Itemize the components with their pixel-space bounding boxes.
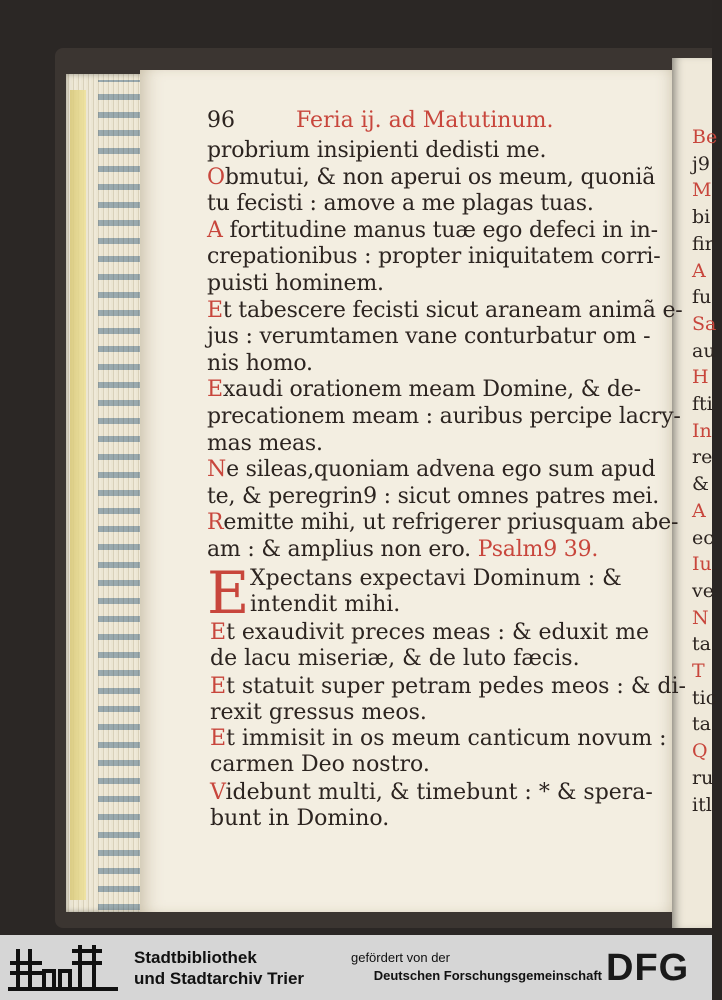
opposite-page-fragment: Be: [692, 126, 718, 148]
opposite-page-fragment: A: [692, 499, 706, 522]
psalm-line: [210, 726, 667, 751]
opposite-page: [672, 58, 722, 928]
text-line: [207, 271, 384, 296]
psalm-line: [210, 674, 686, 699]
line-text: tu fecisti : amove a me plagas tuas.: [207, 191, 594, 217]
opposite-page-fragment: fu: [692, 286, 712, 309]
text-line: [207, 324, 650, 349]
funding-line2: Deutschen Forschungsgemeinschaft: [373, 968, 602, 983]
psalm-line: [250, 592, 400, 617]
line-text: mas meas.: [207, 430, 323, 456]
rubric-initial: E: [210, 726, 227, 751]
opposite-page-fragment: ru: [692, 766, 714, 789]
opposite-page-fragment: N: [692, 606, 709, 629]
opposite-page-fragment: T: [692, 660, 705, 682]
opposite-page-fragment: M: [692, 179, 712, 202]
rubric-initial: V: [210, 780, 226, 805]
rubric-initial: A: [207, 217, 223, 243]
psalm-line: [210, 700, 427, 725]
psalm-line: [210, 752, 430, 777]
library-name-line1: Stadtbibliothek: [134, 948, 257, 967]
line-text: t exaudivit preces meas : & eduxit me: [226, 620, 649, 645]
line-text: e sileas,quoniam advena ego sum apud: [226, 457, 656, 483]
opposite-page-fragment: H: [692, 366, 709, 389]
text-line: [207, 457, 655, 482]
line-text: t immisit in os meum canticum novum :: [226, 726, 667, 751]
text-line: [207, 351, 313, 376]
funding-line1: gefördert von der: [350, 950, 450, 965]
rubric-initial: E: [210, 620, 227, 645]
opposite-page-fragment: In: [692, 419, 712, 442]
psalm-line: [210, 620, 649, 645]
psalm-big-initial: E: [207, 559, 250, 627]
opposite-page-fragment: fti: [692, 393, 713, 415]
line-text: te, & peregrin9 : sicut omnes patres mei.: [207, 483, 660, 509]
line-text: puisti hominem.: [207, 271, 384, 296]
text-line: [207, 218, 658, 243]
line-text: precationem meam : auribus percipe lacry-: [207, 404, 681, 429]
line-text: rexit gressus meos.: [210, 700, 427, 725]
rubric-initial: E: [207, 377, 223, 403]
opposite-page-fragment: &: [692, 473, 709, 496]
line-text: probrium insipienti dedisti me.: [207, 138, 547, 163]
psalm-rubric: Psalm9 39.: [477, 537, 599, 562]
line-text: bmutui, & non aperui os meum, quoniã: [224, 164, 656, 190]
line-text: jus : verumtamen vane conturbatur om -: [207, 324, 651, 350]
running-head-title: Feria ij. ad Matutinum.: [296, 108, 554, 133]
rubric-initial: E: [207, 297, 223, 323]
line-text: nis homo.: [207, 350, 313, 376]
line-text: am : & amplius non ero.: [207, 537, 478, 562]
text-line: [207, 510, 678, 535]
line-text: crepationibus : propter iniquitatem corri-: [207, 244, 661, 270]
text-line: [207, 298, 683, 323]
dfg-logo: DFG: [606, 947, 690, 989]
opposite-page-fragment: ve: [692, 579, 714, 602]
line-text: bunt in Domino.: [210, 806, 390, 831]
page-number: 96: [207, 108, 235, 133]
opposite-page-fragment: A: [692, 259, 706, 282]
line-text: emitte mihi, ut refrigerer priusquam abe-: [223, 510, 679, 536]
text-line: [207, 484, 659, 509]
opposite-page-fragment: ta: [692, 633, 711, 656]
opposite-page-fragment: tic: [692, 686, 717, 709]
line-text: xaudi orationem meam Domine, & de-: [222, 377, 641, 403]
rubric-initial: N: [207, 457, 227, 483]
opposite-page-fragment: bi: [692, 206, 711, 229]
opposite-page-fragment: ta: [692, 713, 711, 736]
footer-bar: [0, 935, 712, 1000]
opposite-page-fragment: re: [692, 446, 713, 469]
running-head: [207, 108, 554, 133]
text-line: [207, 138, 546, 163]
psalm-line: [210, 646, 580, 671]
opposite-page-fragment: fir: [692, 232, 714, 255]
page-edge-gilding: [70, 90, 86, 900]
library-name-line2: und Stadtarchiv Trier: [134, 969, 305, 988]
line-text: carmen Deo nostro.: [210, 752, 430, 777]
text-line: [207, 404, 681, 429]
opposite-page-fragment: Iu: [692, 553, 712, 576]
line-text: fortitudine manus tuæ ego defeci in in-: [222, 217, 658, 243]
library-logo-icon: [10, 941, 122, 993]
text-line: [207, 537, 598, 562]
rubric-initial: O: [207, 164, 225, 190]
line-text: intendit mihi.: [250, 592, 401, 617]
line-text: de lacu miseriæ, & de luto fæcis.: [210, 646, 580, 671]
rubric-initial: E: [210, 674, 227, 699]
psalm-line: [250, 566, 622, 591]
opposite-page-fragment: Q: [692, 740, 708, 763]
psalm-line: [210, 780, 653, 805]
text-line: [207, 244, 661, 269]
text-line: [207, 377, 641, 402]
opposite-page-fragment: au: [692, 339, 716, 362]
opposite-page-fragment: itl: [692, 793, 712, 816]
psalm-line: [210, 806, 389, 831]
line-text: idebunt multi, & timebunt : * & spera-: [225, 780, 653, 805]
opposite-page-fragment: ec: [692, 526, 714, 549]
rubric-initial: R: [207, 510, 224, 536]
text-line: [207, 431, 323, 456]
line-text: Xpectans expectavi Dominum : &: [250, 566, 622, 591]
text-line: [207, 165, 655, 190]
line-text: t tabescere fecisti sicut araneam animã e-: [222, 297, 683, 323]
text-line: [207, 191, 594, 216]
page-edge-marbling: [98, 80, 146, 910]
opposite-page-fragment: Sa: [692, 312, 717, 335]
line-text: t statuit super petram pedes meos : & di-: [226, 674, 686, 699]
opposite-page-fragment: j9 :: [692, 152, 722, 175]
